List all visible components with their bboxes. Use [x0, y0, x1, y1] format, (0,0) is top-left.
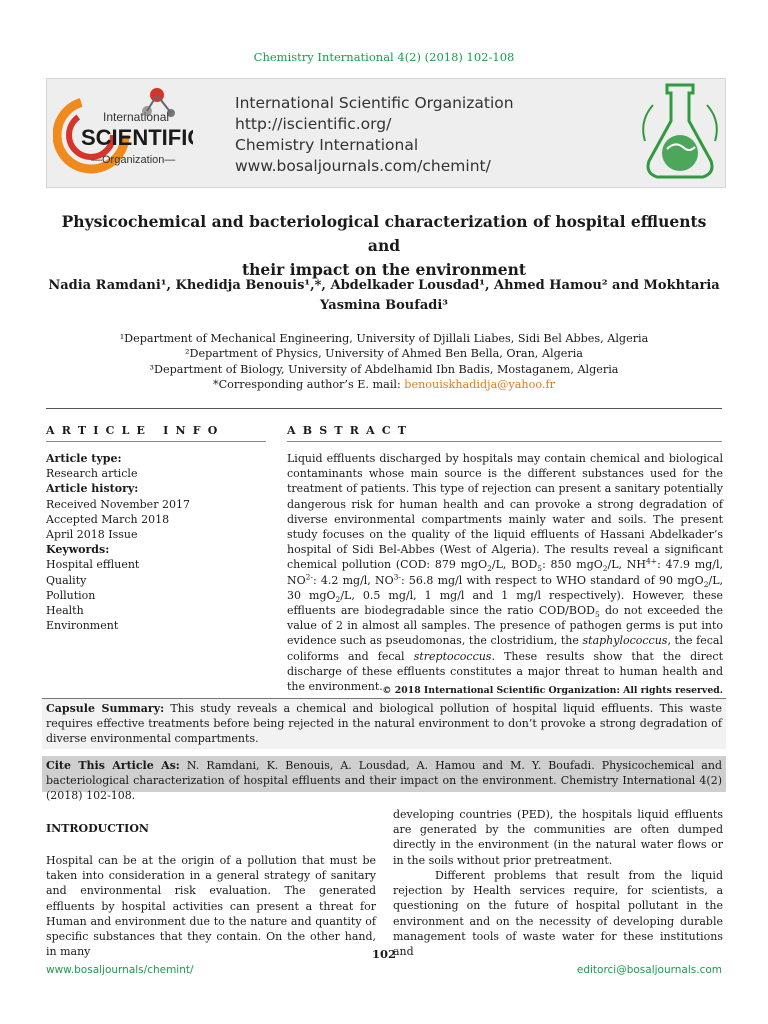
abstract-rule — [287, 441, 722, 442]
iso-logo — [53, 83, 193, 183]
divider-top — [46, 408, 722, 409]
footer-journal-link[interactable]: www.bosaljournals/chemint/ — [46, 964, 194, 976]
authors-line-2: Yasmina Boufadi³ — [320, 298, 448, 313]
abstract-heading: ABSTRACT — [287, 424, 414, 437]
article-info-heading: ARTICLE INFO — [46, 424, 225, 437]
article-title-line-2: their impact on the environment — [241, 260, 527, 279]
keyword-item: Hospital effluent — [46, 558, 140, 572]
intro-paragraph-right-2: Different problems that result from the liquid rejection by Health services require, for scientists, a questioning on the future of hospital pollutant in the environment and on the necessity of developing durable management tools of waste water for these institutions and — [393, 869, 723, 959]
journal-reference: Chemistry International 4(2) (2018) 102-108 — [253, 50, 515, 64]
capsule-summary — [42, 698, 726, 749]
accepted-date: Accepted March 2018 — [46, 512, 170, 526]
banner-journal-url[interactable]: www.bosaljournals.com/chemint/ — [235, 157, 491, 175]
article-history-label: Article history: — [46, 482, 139, 496]
corresponding-email[interactable]: benouiskhadidja@yahoo.fr — [404, 377, 555, 391]
article-title-line-1: Physicochemical and bacteriological characterization of hospital effluents and — [61, 212, 707, 255]
cite-text: N. Ramdani, K. Benouis, A. Lousdad, A. Hamou and M. Y. Boufadi. Physicochemical and bacteriological characterization of hospital effluents and their impact on the environment. Chemistry International 4(2) (2018) 102-108. — [46, 759, 722, 803]
corresponding-label: *Corresponding author’s E. mail: — [213, 377, 405, 391]
journal-banner — [46, 78, 726, 188]
citation-box — [42, 756, 726, 803]
introduction-heading: INTRODUCTION — [46, 822, 149, 835]
keyword-item: Environment — [46, 619, 119, 633]
keyword-item: Pollution — [46, 588, 96, 602]
copyright-notice: © 2018 International Scientific Organization: All rights reserved. — [382, 685, 723, 696]
capsule-text: This study reveals a chemical and biological pollution of hospital liquid effluents. This waste requires effective treatments before being rejected in the natural environment to don’t provoke a strong degradation of diverse environmental compartments. — [46, 702, 722, 746]
article-type-value: Research article — [46, 467, 138, 481]
authors-line-1: Nadia Ramdani¹, Khedidja Benouis¹,*, Abdelkader Lousdad¹, Ahmed Hamou² and Mokhtaria — [48, 278, 720, 293]
article-type-label: Article type: — [46, 452, 122, 465]
banner-text — [235, 93, 575, 177]
article-info-rule — [46, 441, 266, 442]
affiliations — [46, 331, 722, 392]
intro-paragraph-right-1: developing countries (PED), the hospitals liquid effluents are generated by the communities are often dumped directly in the environment (in the natural water flows or in the soils without prior pretreatment. — [393, 808, 723, 867]
banner-organization: International Scientific Organization — [235, 94, 514, 112]
affiliation-2: ²Department of Physics, University of Ahmed Ben Bella, Oran, Algeria — [185, 347, 583, 361]
received-date: Received November 2017 — [46, 497, 190, 511]
author-list — [46, 276, 722, 316]
banner-url[interactable]: http://iscientific.org/ — [235, 115, 392, 133]
cite-label: Cite This Article As: — [46, 759, 180, 772]
issue-date: April 2018 Issue — [46, 528, 138, 542]
article-title — [46, 210, 722, 282]
intro-paragraph-left: Hospital can be at the origin of a pollution that must be taken into consideration in a general strategy of sanitary and environmental risk evaluation. The generated effluents by hospital activities can present a threat for Human and environment due to the nature and quantity of specific substances that they contain. On the other hand, in many — [46, 854, 376, 959]
logo-text-bottom: —Organization— — [91, 154, 176, 166]
capsule-label: Capsule Summary: — [46, 702, 165, 715]
page-number: 102 — [371, 947, 396, 961]
keywords-label: Keywords: — [46, 543, 110, 557]
keyword-item: Quality — [46, 573, 87, 587]
logo-text-top: International — [103, 110, 170, 124]
logo-text-main: SCIENTIFIC — [81, 125, 193, 150]
banner-journal: Chemistry International — [235, 136, 419, 154]
affiliation-1: ¹Department of Mechanical Engineering, University of Djillali Liabes, Sidi Bel Abbes, Algeria — [119, 332, 649, 345]
affiliation-3: ³Department of Biology, University of Abdelhamid Ibn Badis, Mostaganem, Algeria — [149, 362, 619, 376]
footer-email-link[interactable]: editorci@bosaljournals.com — [576, 964, 722, 976]
abstract-text: Liquid effluents discharged by hospitals may contain chemical and biological contaminants whose main source is the different substances used for the treatment of patients. This type of rejection can present a sanitary potentially dangerous risk for human health and can provoke a strong degradation of diverse environmental compartments mainly water and soils. The present study focuses on the quality of the liquid effluents of Hassani Abdelkader’s hospital of Sidi Bel-Abbes (West of Algeria). The results reveal a significant chemical pollution (COD: 879 mgO$_2$/L, $BOD_5$: 850 mgO$_2$/L, $NH^{4+}$: 47.9 mg/l, $NO^{2-}$: 4.2 mg/l, $NO^{3-}$: 56.8 mg/l with respect to WHO standard of 90 mgO$_2$/L, 30 mgO$_2$/L, 0.5 mg/l, 1 mg/l and 1 mg/l respectively). However, these effluents are biodegradable since the ratio COD/$BOD_5$ do not exceeded the value of 2 in almost all samples. The presence of pathogen germs is put into evidence such as pseudomonas, the clostridium, the staphylococcus, the fecal coliforms and fecal streptococcus. These results show that the direct discharge of these effluents constitutes a major threat to human health and the environment. — [287, 452, 724, 694]
flask-globe-logo — [637, 81, 723, 185]
corresponding-author — [46, 377, 722, 392]
article-info — [46, 451, 266, 633]
keyword-item: Health — [46, 604, 84, 618]
